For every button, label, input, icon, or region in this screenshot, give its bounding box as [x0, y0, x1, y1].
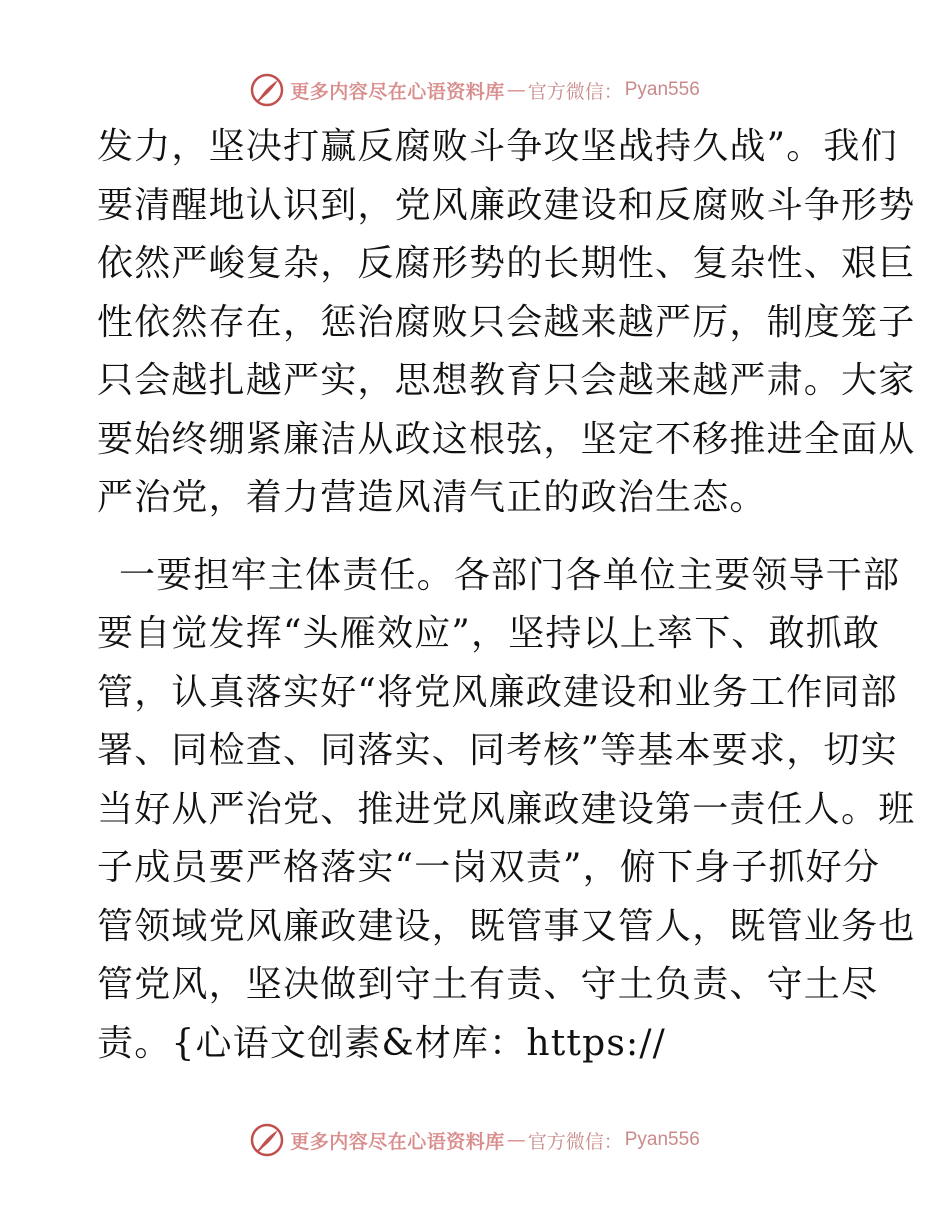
text-line: 性依然存在，惩治腐败只会越来越严厉，制度笼子: [97, 301, 916, 343]
text-line: 依然严峻复杂，反腐形势的长期性、复杂性、艰巨: [97, 243, 916, 284]
text-line: 当好从严治党、推进党风廉政建设第一责任人。班: [97, 788, 916, 830]
text-line: 只会越扎越严实，思想教育只会越来越严肃。大家: [97, 360, 916, 401]
document-body: [97, 118, 916, 1073]
text-line: 子成员要严格落实“一岗双责”，俯下身子抓好分: [97, 847, 881, 888]
banner-wechat-label: 官方微信：: [527, 80, 623, 103]
banner-title: 更多内容尽在心语资料库: [290, 80, 505, 103]
paragraph-spacer: [97, 528, 857, 547]
text-line: 管，认真落实好“将党风廉政建设和业务工作同部: [97, 671, 898, 713]
text-line: 一要担牢主体责任。各部门各单位主要领导干部: [119, 554, 901, 596]
footer-banner: [0, 1120, 950, 1160]
banner-separator: —: [506, 79, 526, 101]
banner-wechat-id: Pyan556: [624, 1129, 700, 1150]
text-line: 管领域党风廉政建设，既管事又管人，既管业务也: [97, 905, 916, 947]
header-banner: [0, 70, 950, 110]
quill-pen-logo-icon: [250, 1123, 284, 1157]
quill-pen-logo-icon: [250, 73, 284, 107]
text-line: 管党风，坚决做到守土有责、守土负责、守土尽: [97, 964, 879, 1005]
text-line: 要始终绷紧廉洁从政这根弦，坚定不移推进全面从: [97, 418, 916, 460]
text-line: 要自觉发挥“头雁效应”，坚持以上率下、敢抓敢: [97, 613, 881, 654]
text-line: 责。{心语文创素&材库：https://: [97, 1022, 666, 1064]
text-line: 要清醒地认识到，党风廉政建设和反腐败斗争形势: [97, 184, 916, 226]
text-line: 严治党，着力营造风清气正的政治生态。: [97, 477, 767, 518]
paragraph-2: [97, 547, 916, 1074]
text-line: 发力，坚决打赢反腐败斗争攻坚战持久战”。我们: [97, 126, 898, 167]
banner-wechat-id: Pyan556: [624, 79, 700, 100]
banner-title: 更多内容尽在心语资料库: [290, 1130, 505, 1153]
banner-separator: —: [506, 1129, 526, 1151]
text-line: 署、同检查、同落实、同考核”等基本要求，切实: [97, 730, 898, 771]
paragraph-1: [97, 118, 916, 528]
banner-wechat-label: 官方微信：: [527, 1130, 623, 1153]
